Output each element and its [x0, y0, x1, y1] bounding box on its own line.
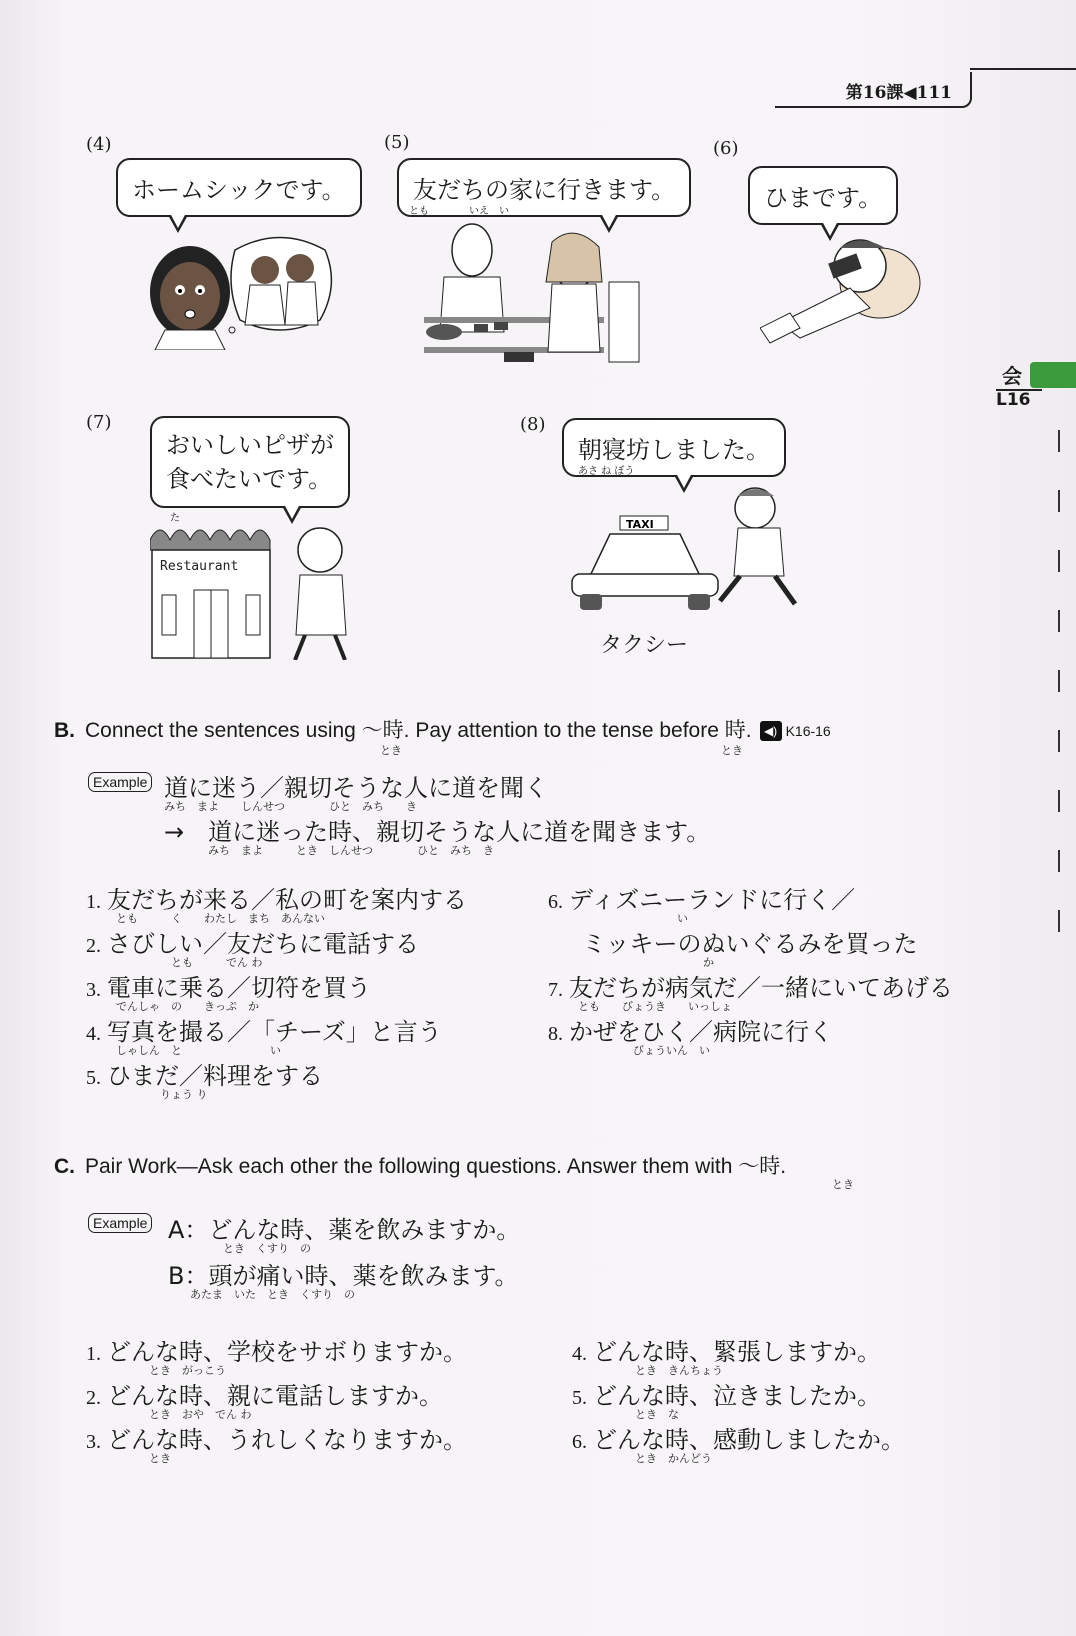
- c-item-4: 4. どんな時、緊張しますか。: [572, 1338, 881, 1366]
- bubble-8-ruby: あさ ね ぼう: [578, 466, 635, 477]
- taxi-sign-text: TAXI: [626, 518, 654, 531]
- c-item-5: 5. どんな時、泣きましたか。: [572, 1382, 881, 1410]
- section-c-title: Pair Work—Ask each other the following questions. Answer them with ～時.: [85, 1155, 787, 1178]
- example-b-question: 道に迷う／親切そうな人に道を聞く: [164, 774, 548, 802]
- b-item-1-ruby: とも く わたし まち あんない: [116, 912, 325, 925]
- example-label-c: Example: [88, 1213, 152, 1233]
- b-item-7-ruby: とも びょうき いっしょ: [578, 1000, 732, 1013]
- example-label-b: Example: [88, 772, 152, 792]
- picture-number-8: (8): [520, 414, 546, 435]
- b-item-3-ruby: でんしゃ の きっぷ か: [116, 1000, 259, 1013]
- c-item-3: 3. どんな時、うれしくなりますか。: [86, 1426, 467, 1454]
- b-item-6: 6. ディズニーランドに行く／: [548, 886, 856, 914]
- picture-number-7: (7): [86, 412, 112, 433]
- b-item-2-ruby: とも でん わ: [116, 956, 263, 969]
- example-c-line-a: A：どんな時、薬を飲みますか。: [168, 1216, 521, 1244]
- speech-bubble-8: [562, 418, 786, 477]
- restaurant-sign: Restaurant: [160, 559, 239, 574]
- audio-speaker-icon[interactable]: ◀): [760, 721, 782, 741]
- picture-number-5: (5): [384, 132, 410, 153]
- section-c-heading: [54, 1150, 786, 1180]
- lesson-code: L16: [996, 390, 1031, 410]
- b-item-2: 2. さびしい／友だちに電話する: [86, 930, 419, 958]
- bubble-4-text: ホームシックです。: [132, 176, 346, 204]
- b-item-7: 7. 友だちが病気だ／一緒にいてあげる: [548, 974, 953, 1002]
- b-item-5-ruby: りょう り: [116, 1088, 208, 1101]
- section-c-letter: C.: [54, 1155, 75, 1178]
- b-item-4: 4. 写真を撮る／「チーズ」と言う: [86, 1018, 442, 1046]
- example-b-answer-ruby: みち まよ とき しんせつ ひと みち き: [164, 844, 494, 857]
- speech-bubble-7: [150, 416, 350, 524]
- audio-track-code: K16-16: [785, 723, 831, 740]
- b-item-5: 5. ひまだ／料理をする: [86, 1062, 323, 1090]
- c-item-6: 6. どんな時、感動しましたか。: [572, 1426, 905, 1454]
- picture-number-4: (4): [86, 134, 112, 155]
- homesick-girl-illustration: [140, 230, 340, 350]
- speech-bubble-6: [748, 166, 898, 225]
- page-number: 第16課◀111: [845, 83, 952, 103]
- bubble-7-ruby: た: [170, 513, 180, 524]
- example-c-line-b: B：頭が痛い時、薬を飲みます。: [168, 1262, 519, 1290]
- b-item-6-continued: ミッキーのぬいぐるみを買った: [582, 930, 918, 958]
- b-item-6-ruby: い: [578, 912, 688, 925]
- bubble-5-text: 友だちの家に行きます。: [413, 176, 676, 204]
- shop-visit-illustration: [424, 222, 644, 372]
- b-item-8-ruby: びょういん い: [578, 1044, 710, 1057]
- lesson-side-tab: [996, 358, 1076, 410]
- section-b-title: Connect the sentences using ～時. Pay attention to the tense before 時.: [85, 719, 752, 742]
- b-item-3: 3. 電車に乗る／切符を買う: [86, 974, 371, 1002]
- c-item-2-ruby: とき おや でん わ: [116, 1408, 252, 1421]
- picture-number-6: (6): [713, 138, 739, 159]
- c-item-2: 2. どんな時、親に電話しますか。: [86, 1382, 443, 1410]
- speech-bubble-4: [116, 158, 362, 217]
- bubble-5-ruby: とも いえ い: [409, 206, 509, 217]
- section-b-title-ruby: とき とき: [380, 744, 743, 757]
- example-b-answer: → 道に迷った時、親切そうな人に道を聞きます。: [164, 818, 711, 846]
- c-item-1-ruby: とき がっこう: [116, 1364, 226, 1377]
- c-item-5-ruby: とき な: [602, 1408, 679, 1421]
- section-c-title-ruby: とき: [832, 1178, 854, 1191]
- taxi-running-boy-illustration: [570, 486, 810, 616]
- example-c-line-b-ruby: あたま いた とき くすり の: [168, 1288, 355, 1301]
- taxi-caption: タクシー: [600, 633, 689, 658]
- b-item-8: 8. かぜをひく／病院に行く: [548, 1018, 833, 1046]
- c-item-1: 1. どんな時、学校をサボりますか。: [86, 1338, 467, 1366]
- example-b-question-ruby: みち まよ しんせつ ひと みち き: [164, 800, 417, 813]
- section-b-letter: B.: [54, 719, 75, 742]
- b-item-1: 1. 友だちが来る／私の町を案内する: [86, 886, 467, 914]
- bubble-8-text: 朝寝坊しました。: [578, 436, 770, 464]
- page-header: [775, 72, 972, 108]
- green-tab-marker: [1030, 362, 1076, 388]
- bubble-7-line1: おいしいピザが: [166, 431, 334, 459]
- b-item-4-ruby: しゃしん と い: [116, 1044, 281, 1057]
- c-item-4-ruby: とき きんちょう: [602, 1364, 723, 1377]
- page-edge-ticks: [1058, 430, 1060, 970]
- bubble-6-text: ひまです。: [764, 184, 883, 212]
- c-item-3-ruby: とき: [116, 1452, 171, 1465]
- section-b-heading: [54, 714, 831, 744]
- bored-boy-illustration: [760, 228, 930, 348]
- speech-bubble-5: [397, 158, 691, 217]
- side-tab-kanji: 会: [1002, 364, 1022, 388]
- example-c-line-a-ruby: とき くすり の: [168, 1242, 311, 1255]
- bubble-7-line2: 食べたいです。: [166, 465, 333, 493]
- restaurant-illustration: [150, 520, 370, 660]
- header-rule: [970, 68, 1076, 70]
- c-item-6-ruby: とき かんどう: [602, 1452, 712, 1465]
- b-item-6-continued-ruby: か: [582, 956, 714, 969]
